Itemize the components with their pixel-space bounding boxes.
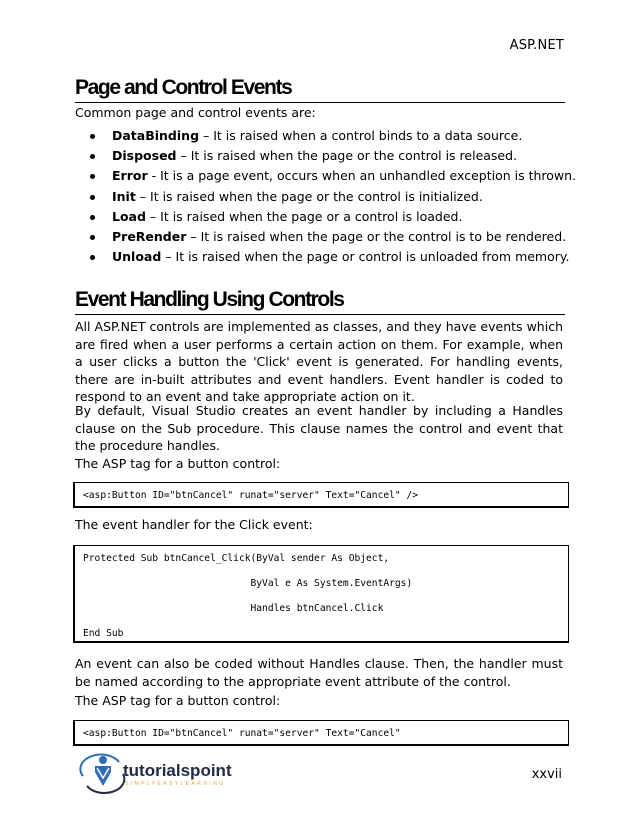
code-line: <asp:Button ID="btnCancel" runat="server" Text="Cancel" bbox=[83, 728, 401, 739]
running-header: ASP.NET bbox=[509, 38, 564, 53]
code-line: Handles btnCancel.Click bbox=[83, 603, 384, 614]
section1-intro: Common page and control events are: bbox=[75, 105, 316, 120]
bullet-icon bbox=[90, 195, 95, 200]
section-heading-event-handling: Event Handling Using Controls bbox=[75, 288, 565, 315]
bullet-icon bbox=[90, 235, 95, 240]
code-line: <asp:Button ID="btnCancel" runat="server" Text="Cancel" /> bbox=[83, 490, 419, 501]
section2-para1: All ASP.NET controls are implemented as classes, and they have events which are fired when a user performs a certain action on them. For example, when a user clicks a button the 'Click' event is generated. For handling events, there are in-built attributes and event handlers. Event handler is coded to respond to an event and take appropriate action on it. bbox=[75, 319, 563, 404]
bullet-icon bbox=[90, 134, 95, 139]
list-item bbox=[75, 146, 563, 166]
event-desc: - It is a page event, occurs when an unhandled exception is thrown. bbox=[147, 168, 577, 184]
event-desc: – It is raised when the page or the control is released. bbox=[176, 148, 518, 164]
section2-para3: The ASP tag for a button control: bbox=[75, 456, 281, 471]
logo-tagline: SIMPLYEASYLEARNING bbox=[125, 781, 226, 787]
event-list bbox=[75, 126, 577, 267]
bullet-icon bbox=[90, 255, 95, 260]
list-item bbox=[75, 227, 567, 247]
event-term: Unload bbox=[112, 249, 162, 265]
event-term: Init bbox=[112, 188, 136, 204]
event-desc: – It is raised when the page or a control is loaded. bbox=[145, 208, 463, 224]
section2-para6: The ASP tag for a button control: bbox=[75, 693, 281, 708]
event-term: DataBinding bbox=[112, 128, 200, 143]
logo-wordmark: tutorialspoint bbox=[123, 761, 232, 780]
event-desc: – It is raised when a control binds to a data source. bbox=[199, 128, 523, 143]
list-item bbox=[75, 247, 570, 267]
event-term: PreRender bbox=[112, 228, 187, 244]
code-line: End Sub bbox=[83, 628, 124, 639]
bullet-icon bbox=[90, 174, 95, 179]
bullet-icon bbox=[90, 154, 95, 159]
event-term: Load bbox=[112, 208, 146, 224]
section2-para4: The event handler for the Click event: bbox=[75, 517, 313, 532]
section2-para2: By default, Visual Studio creates an event handler by including a Handles clause on the Sub procedure. This clause names the control and event that the procedure handles. bbox=[75, 403, 563, 453]
event-desc: – It is raised when the page or the control is initialized. bbox=[135, 188, 483, 204]
code-block-button-tag-2 bbox=[73, 720, 569, 746]
code-line: ByVal e As System.EventArgs) bbox=[83, 578, 413, 589]
event-desc: – It is raised when the page or control is unloaded from memory. bbox=[161, 249, 570, 265]
page-number: xxvii bbox=[531, 767, 562, 782]
section-heading-page-control-events: Page and Control Events bbox=[75, 76, 565, 103]
event-term: Disposed bbox=[112, 148, 177, 164]
code-line: Protected Sub btnCancel_Click(ByVal sender As Object, bbox=[83, 553, 390, 564]
event-term: Error bbox=[112, 168, 148, 184]
bullet-icon bbox=[90, 215, 95, 220]
list-item bbox=[75, 187, 563, 207]
code-block-click-handler bbox=[73, 545, 569, 643]
event-desc: – It is raised when the page or the control is to be rendered. bbox=[186, 228, 567, 244]
tutorialspoint-logo bbox=[79, 752, 269, 794]
code-block-button-tag bbox=[73, 482, 569, 508]
section2-para5: An event can also be coded without Handles clause. Then, the handler must be named according to the appropriate event attribute of the control. bbox=[75, 656, 563, 689]
list-item bbox=[75, 126, 563, 146]
list-item bbox=[75, 207, 563, 227]
list-item bbox=[75, 166, 577, 186]
